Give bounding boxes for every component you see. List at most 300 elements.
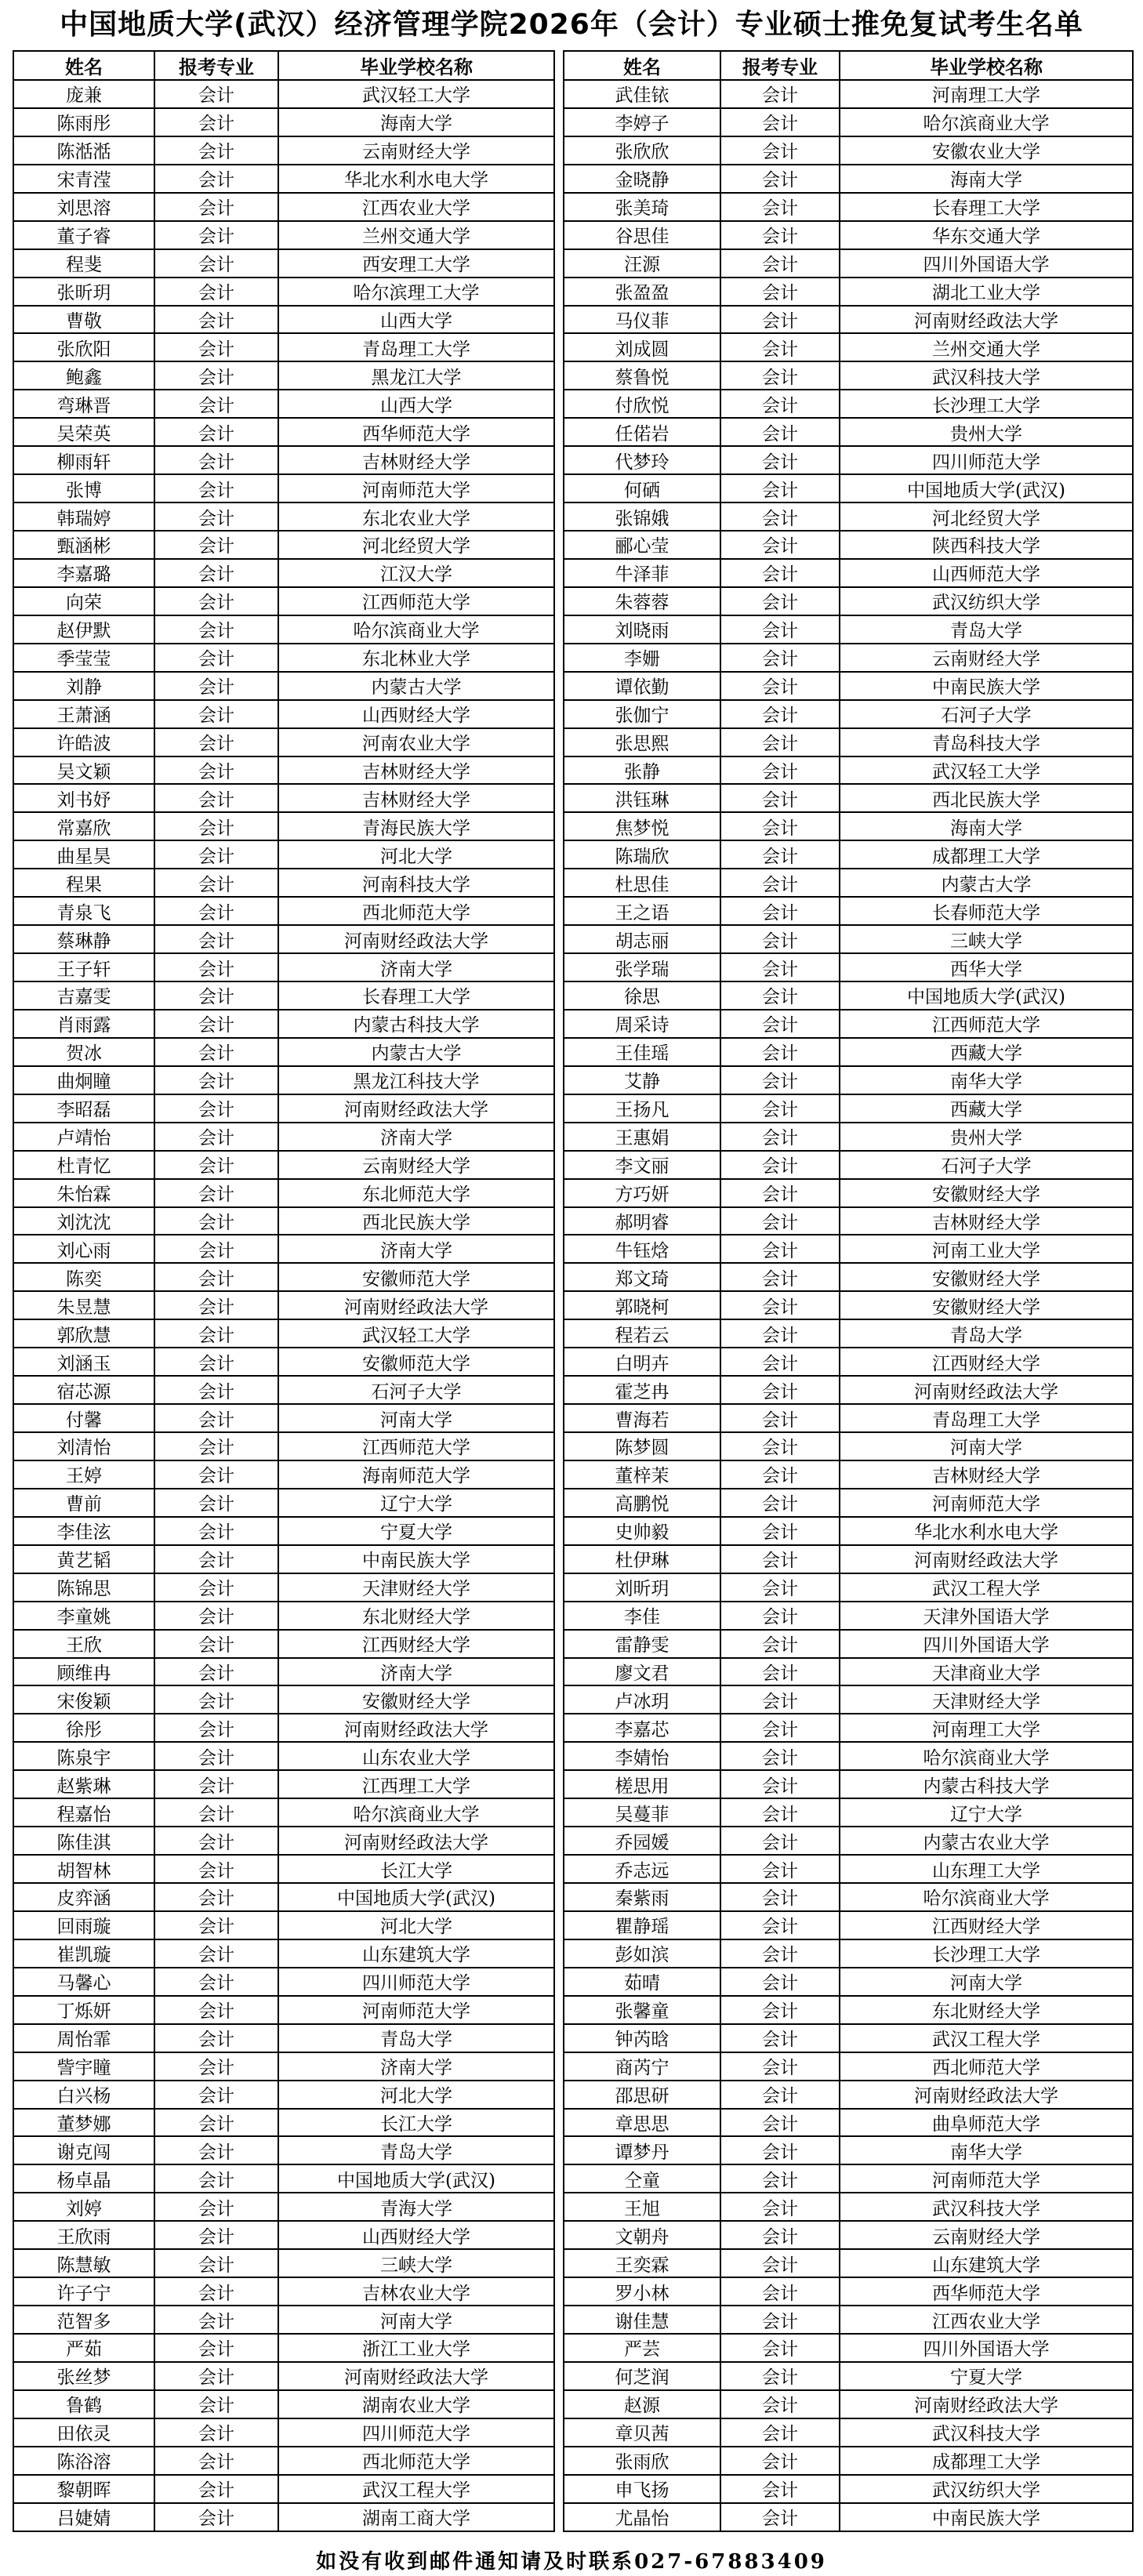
table-row (564, 1489, 1133, 1517)
graduating-school: 云南财经大学 (840, 644, 1133, 672)
table-row (564, 925, 1133, 953)
student-name: 刘昕玥 (564, 1573, 720, 1602)
table-row (13, 644, 554, 672)
table-row (564, 1460, 1133, 1489)
table-row (564, 108, 1133, 136)
student-name: 李婷子 (564, 108, 720, 136)
graduating-school: 西藏大学 (840, 1094, 1133, 1123)
applied-major: 会计 (720, 306, 840, 334)
table-row (13, 1235, 554, 1263)
graduating-school: 江西财经大学 (278, 1630, 554, 1658)
applied-major: 会计 (720, 1770, 840, 1798)
page-title: 中国地质大学(武汉）经济管理学院2026年（会计）专业硕士推免复试考生名单 (60, 9, 1083, 41)
graduating-school: 西北师范大学 (840, 2052, 1133, 2081)
student-name: 张美琦 (564, 193, 720, 221)
table-row (564, 418, 1133, 446)
table-row (13, 1432, 554, 1460)
applied-major: 会计 (154, 2334, 278, 2362)
student-name: 刘婷 (13, 2193, 154, 2221)
applied-major: 会计 (720, 1827, 840, 1855)
table-row (564, 1798, 1133, 1827)
student-name: 程嘉怡 (13, 1798, 154, 1827)
applied-major: 会计 (720, 1151, 840, 1179)
applied-major: 会计 (720, 361, 840, 390)
table-row (13, 306, 554, 334)
graduating-school: 宁夏大学 (278, 1517, 554, 1545)
applied-major: 会计 (720, 1235, 840, 1263)
graduating-school: 江西财经大学 (840, 1911, 1133, 1939)
graduating-school: 中南民族大学 (278, 1545, 554, 1573)
applied-major: 会计 (154, 1798, 278, 1827)
applied-major: 会计 (720, 1010, 840, 1038)
table-row (13, 2390, 554, 2418)
graduating-school: 天津财经大学 (278, 1573, 554, 1602)
applied-major: 会计 (720, 1404, 840, 1432)
graduating-school: 安徽财经大学 (840, 1179, 1133, 1207)
applied-major: 会计 (720, 2418, 840, 2447)
graduating-school: 山西大学 (278, 390, 554, 418)
table-row (564, 897, 1133, 925)
applied-major: 会计 (154, 2418, 278, 2447)
applied-major: 会计 (720, 2447, 840, 2475)
student-name: 鲍鑫 (13, 361, 154, 390)
graduating-school: 河南财经政法大学 (840, 2390, 1133, 2418)
applied-major: 会计 (154, 1855, 278, 1883)
table-row (564, 672, 1133, 700)
applied-major: 会计 (720, 193, 840, 221)
graduating-school: 山东建筑大学 (840, 2249, 1133, 2277)
applied-major: 会计 (720, 136, 840, 165)
student-name: 代梦玲 (564, 446, 720, 474)
graduating-school: 河南财经政法大学 (278, 1714, 554, 1742)
student-name: 赵伊默 (13, 615, 154, 644)
contact-footer: 如没有收到邮件通知请及时联系027-67883409 (316, 2550, 827, 2574)
table-row (564, 587, 1133, 615)
student-name: 何芝润 (564, 2362, 720, 2390)
applied-major: 会计 (720, 1883, 840, 1911)
table-row (13, 361, 554, 390)
student-name: 程果 (13, 869, 154, 897)
student-name: 谭梦丹 (564, 2136, 720, 2164)
table-row (564, 1968, 1133, 1996)
applied-major: 会计 (720, 1742, 840, 1770)
student-name: 朱蓉蓉 (564, 587, 720, 615)
student-name: 弯琳晋 (13, 390, 154, 418)
graduating-school: 河南师范大学 (840, 1489, 1133, 1517)
graduating-school: 华东交通大学 (840, 221, 1133, 249)
table-row (13, 925, 554, 953)
student-name: 卢冰玥 (564, 1685, 720, 1714)
student-name: 王惠娟 (564, 1123, 720, 1151)
graduating-school: 内蒙古大学 (278, 672, 554, 700)
graduating-school: 天津财经大学 (840, 1685, 1133, 1714)
student-name: 顾维冉 (13, 1658, 154, 1686)
student-name: 刘心雨 (13, 1235, 154, 1263)
table-row (564, 2475, 1133, 2503)
graduating-school: 长春理工大学 (840, 193, 1133, 221)
student-name: 胡智林 (13, 1855, 154, 1883)
table-row (13, 249, 554, 278)
table-row (13, 2109, 554, 2137)
table-row (13, 615, 554, 644)
student-name: 吴蔓菲 (564, 1798, 720, 1827)
graduating-school: 青岛理工大学 (278, 333, 554, 361)
student-name: 王婷 (13, 1460, 154, 1489)
graduating-school: 吉林财经大学 (840, 1207, 1133, 1235)
table-row (13, 2418, 554, 2447)
table-row (564, 644, 1133, 672)
student-name: 常嘉欣 (13, 812, 154, 840)
table-row (564, 1883, 1133, 1911)
student-name: 訾宇瞳 (13, 2052, 154, 2081)
applied-major: 会计 (720, 615, 840, 644)
student-name: 许皓波 (13, 728, 154, 756)
graduating-school: 江西财经大学 (840, 1348, 1133, 1376)
applied-major: 会计 (154, 1460, 278, 1489)
table-row (13, 2164, 554, 2193)
applied-major: 会计 (720, 2334, 840, 2362)
graduating-school: 青岛大学 (840, 615, 1133, 644)
table-row (564, 2249, 1133, 2277)
table-row (564, 1066, 1133, 1094)
student-name: 刘清怡 (13, 1432, 154, 1460)
graduating-school: 中国地质大学(武汉) (840, 474, 1133, 503)
table-row (564, 1827, 1133, 1855)
graduating-school: 济南大学 (278, 2052, 554, 2081)
student-name: 刘书妤 (13, 784, 154, 812)
student-name: 王欣 (13, 1630, 154, 1658)
student-name: 方巧妍 (564, 1179, 720, 1207)
table-row (13, 981, 554, 1010)
graduating-school: 云南财经大学 (278, 1151, 554, 1179)
applied-major: 会计 (720, 869, 840, 897)
applied-major: 会计 (154, 1911, 278, 1939)
student-name: 陈瑞欣 (564, 840, 720, 869)
student-name: 王萧涵 (13, 700, 154, 728)
graduating-school: 河北大学 (278, 2081, 554, 2109)
table-row (13, 474, 554, 503)
student-name: 秦紫雨 (564, 1883, 720, 1911)
applied-major: 会计 (154, 644, 278, 672)
graduating-school: 西藏大学 (840, 1038, 1133, 1066)
applied-major: 会计 (720, 1489, 840, 1517)
student-name: 杜伊琳 (564, 1545, 720, 1573)
applied-major: 会计 (154, 361, 278, 390)
graduating-school: 石河子大学 (840, 1151, 1133, 1179)
student-name: 庞兼 (13, 80, 154, 108)
table-row (564, 1123, 1133, 1151)
header-school: 毕业学校名称 (840, 51, 1133, 80)
graduating-school: 内蒙古大学 (278, 1038, 554, 1066)
applied-major: 会计 (154, 2249, 278, 2277)
graduating-school: 石河子大学 (840, 700, 1133, 728)
applied-major: 会计 (154, 2024, 278, 2052)
table-row (564, 1517, 1133, 1545)
student-name: 牛泽菲 (564, 559, 720, 587)
applied-major: 会计 (720, 221, 840, 249)
student-name: 周采诗 (564, 1010, 720, 1038)
applied-major: 会计 (720, 1968, 840, 1996)
graduating-school: 四川师范大学 (840, 446, 1133, 474)
applied-major: 会计 (720, 2390, 840, 2418)
graduating-school: 东北财经大学 (278, 1602, 554, 1630)
graduating-school: 河北大学 (278, 840, 554, 869)
applied-major: 会计 (720, 503, 840, 531)
graduating-school: 四川外国语大学 (840, 249, 1133, 278)
table-row (13, 1658, 554, 1686)
graduating-school: 西华师范大学 (278, 418, 554, 446)
graduating-school: 安徽师范大学 (278, 1348, 554, 1376)
graduating-school: 河南财经政法大学 (840, 1545, 1133, 1573)
student-name: 丁烁妍 (13, 1996, 154, 2024)
applied-major: 会计 (154, 1968, 278, 1996)
table-row (13, 2503, 554, 2531)
applied-major: 会计 (720, 249, 840, 278)
graduating-school: 武汉纺织大学 (840, 587, 1133, 615)
student-name: 张欣欣 (564, 136, 720, 165)
student-name: 乔园媛 (564, 1827, 720, 1855)
graduating-school: 曲阜师范大学 (840, 2109, 1133, 2137)
applied-major: 会计 (154, 1432, 278, 1460)
applied-major: 会计 (720, 165, 840, 193)
applied-major: 会计 (154, 2277, 278, 2306)
table-row (13, 2052, 554, 2081)
graduating-school: 河南科技大学 (278, 869, 554, 897)
applied-major: 会计 (720, 840, 840, 869)
student-name: 赵紫琳 (13, 1770, 154, 1798)
graduating-school: 三峡大学 (840, 925, 1133, 953)
table-row (13, 418, 554, 446)
table-row (564, 1685, 1133, 1714)
student-name: 刘静 (13, 672, 154, 700)
applied-major: 会计 (720, 1658, 840, 1686)
student-name: 范智多 (13, 2306, 154, 2334)
table-row (13, 1855, 554, 1883)
student-name: 宋俊颖 (13, 1685, 154, 1714)
applied-major: 会计 (720, 897, 840, 925)
graduating-school: 海南大学 (278, 108, 554, 136)
graduating-school: 吉林财经大学 (278, 446, 554, 474)
applied-major: 会计 (154, 278, 278, 306)
student-name: 田依灵 (13, 2418, 154, 2447)
graduating-school: 青岛大学 (840, 1319, 1133, 1348)
header-school: 毕业学校名称 (278, 51, 554, 80)
graduating-school: 河北大学 (278, 1911, 554, 1939)
student-name: 向荣 (13, 587, 154, 615)
applied-major: 会计 (720, 756, 840, 785)
table-row (13, 953, 554, 981)
table-row (13, 80, 554, 108)
graduating-school: 河北经贸大学 (278, 531, 554, 559)
applied-major: 会计 (720, 2362, 840, 2390)
applied-major: 会计 (154, 221, 278, 249)
student-name: 徐思 (564, 981, 720, 1010)
applied-major: 会计 (154, 1235, 278, 1263)
applied-major: 会计 (154, 981, 278, 1010)
graduating-school: 河南大学 (840, 1968, 1133, 1996)
applied-major: 会计 (154, 2081, 278, 2109)
graduating-school: 江西农业大学 (278, 193, 554, 221)
table-row (13, 1770, 554, 1798)
table-row (564, 1545, 1133, 1573)
table-row (13, 1685, 554, 1714)
graduating-school: 河北经贸大学 (840, 503, 1133, 531)
applied-major: 会计 (154, 1770, 278, 1798)
table-row (13, 2221, 554, 2249)
student-name: 胡志丽 (564, 925, 720, 953)
graduating-school: 江西理工大学 (278, 1770, 554, 1798)
table-row (13, 278, 554, 306)
applied-major: 会计 (154, 1151, 278, 1179)
student-name: 李文丽 (564, 1151, 720, 1179)
applied-major: 会计 (154, 1883, 278, 1911)
graduating-school: 河南师范大学 (840, 2164, 1133, 2193)
student-name: 刘思溶 (13, 193, 154, 221)
table-row (564, 2277, 1133, 2306)
student-name: 邵思研 (564, 2081, 720, 2109)
student-name: 朱昱慧 (13, 1291, 154, 1319)
graduating-school: 山西财经大学 (278, 700, 554, 728)
table-row (564, 1658, 1133, 1686)
student-name: 李童姚 (13, 1602, 154, 1630)
applied-major: 会计 (720, 418, 840, 446)
table-row (564, 784, 1133, 812)
student-name: 张欣阳 (13, 333, 154, 361)
table-row (564, 2503, 1133, 2531)
table-row (564, 869, 1133, 897)
graduating-school: 河南师范大学 (278, 1996, 554, 2024)
student-name: 钟芮晗 (564, 2024, 720, 2052)
graduating-school: 南华大学 (840, 1066, 1133, 1094)
student-name: 董梦娜 (13, 2109, 154, 2137)
graduating-school: 河南财经政法大学 (278, 925, 554, 953)
table-row (564, 1714, 1133, 1742)
student-name: 彭如滨 (564, 1939, 720, 1968)
table-row (564, 2362, 1133, 2390)
applied-major: 会计 (154, 108, 278, 136)
table-row (13, 1742, 554, 1770)
graduating-school: 兰州交通大学 (278, 221, 554, 249)
graduating-school: 山西财经大学 (278, 2221, 554, 2249)
table-row (564, 2306, 1133, 2334)
applied-major: 会计 (720, 2249, 840, 2277)
applied-major: 会计 (154, 897, 278, 925)
table-row (564, 1742, 1133, 1770)
graduating-school: 河南财经政法大学 (278, 1827, 554, 1855)
student-name: 陈奕 (13, 1263, 154, 1291)
graduating-school: 中南民族大学 (840, 672, 1133, 700)
applied-major: 会计 (720, 1460, 840, 1489)
graduating-school: 安徽财经大学 (840, 1263, 1133, 1291)
table-row (13, 1291, 554, 1319)
graduating-school: 安徽财经大学 (840, 1291, 1133, 1319)
applied-major: 会计 (154, 1685, 278, 1714)
table-row (13, 897, 554, 925)
table-row (13, 1517, 554, 1545)
table-row (564, 756, 1133, 785)
applied-major: 会计 (720, 446, 840, 474)
graduating-school: 西北师范大学 (278, 2447, 554, 2475)
graduating-school: 浙江工业大学 (278, 2334, 554, 2362)
student-name: 白明卉 (564, 1348, 720, 1376)
table-row (13, 390, 554, 418)
student-name: 宋青滢 (13, 165, 154, 193)
table-row (13, 1348, 554, 1376)
table-row (13, 2306, 554, 2334)
applied-major: 会计 (720, 2164, 840, 2193)
student-name: 张学瑞 (564, 953, 720, 981)
student-name: 赵源 (564, 2390, 720, 2418)
student-name: 付欣悦 (564, 390, 720, 418)
graduating-school: 云南财经大学 (278, 136, 554, 165)
applied-major: 会计 (154, 925, 278, 953)
applied-major: 会计 (154, 1827, 278, 1855)
applied-major: 会计 (154, 615, 278, 644)
graduating-school: 东北师范大学 (278, 1179, 554, 1207)
table-row (564, 165, 1133, 193)
table-row (564, 1573, 1133, 1602)
table-row (13, 1207, 554, 1235)
table-row (564, 193, 1133, 221)
student-name: 甄涵彬 (13, 531, 154, 559)
applied-major: 会计 (720, 1038, 840, 1066)
table-row (13, 446, 554, 474)
graduating-school: 中国地质大学(武汉) (840, 981, 1133, 1010)
student-name: 张锦娥 (564, 503, 720, 531)
graduating-school: 兰州交通大学 (840, 333, 1133, 361)
applied-major: 会计 (720, 531, 840, 559)
student-name: 刘晓雨 (564, 615, 720, 644)
student-name: 季莹莹 (13, 644, 154, 672)
applied-major: 会计 (154, 1376, 278, 1404)
graduating-school: 西北民族大学 (840, 784, 1133, 812)
table-row (564, 503, 1133, 531)
student-name: 柳雨轩 (13, 446, 154, 474)
student-name: 罗小林 (564, 2277, 720, 2306)
applied-major: 会计 (154, 333, 278, 361)
student-name: 谷思佳 (564, 221, 720, 249)
applied-major: 会计 (720, 1630, 840, 1658)
applied-major: 会计 (154, 1291, 278, 1319)
student-name: 张思熙 (564, 728, 720, 756)
graduating-school: 东北农业大学 (278, 503, 554, 531)
table-row (13, 728, 554, 756)
table-row (564, 2221, 1133, 2249)
table-row (13, 1319, 554, 1348)
graduating-school: 哈尔滨商业大学 (840, 1742, 1133, 1770)
table-row (564, 1348, 1133, 1376)
applied-major: 会计 (720, 1602, 840, 1630)
table-row (13, 812, 554, 840)
student-name: 杨卓晶 (13, 2164, 154, 2193)
graduating-school: 青海大学 (278, 2193, 554, 2221)
applied-major: 会计 (154, 2362, 278, 2390)
applied-major: 会计 (154, 2221, 278, 2249)
graduating-school: 长江大学 (278, 2109, 554, 2137)
graduating-school: 山西大学 (278, 306, 554, 334)
graduating-school: 哈尔滨理工大学 (278, 278, 554, 306)
table-row (564, 221, 1133, 249)
student-name: 郭欣慧 (13, 1319, 154, 1348)
table-row (564, 1855, 1133, 1883)
graduating-school: 三峡大学 (278, 2249, 554, 2277)
student-name: 肖雨露 (13, 1010, 154, 1038)
applied-major: 会计 (154, 1658, 278, 1686)
applied-major: 会计 (154, 559, 278, 587)
table-row (13, 136, 554, 165)
applied-major: 会计 (154, 1714, 278, 1742)
applied-major: 会计 (720, 2081, 840, 2109)
